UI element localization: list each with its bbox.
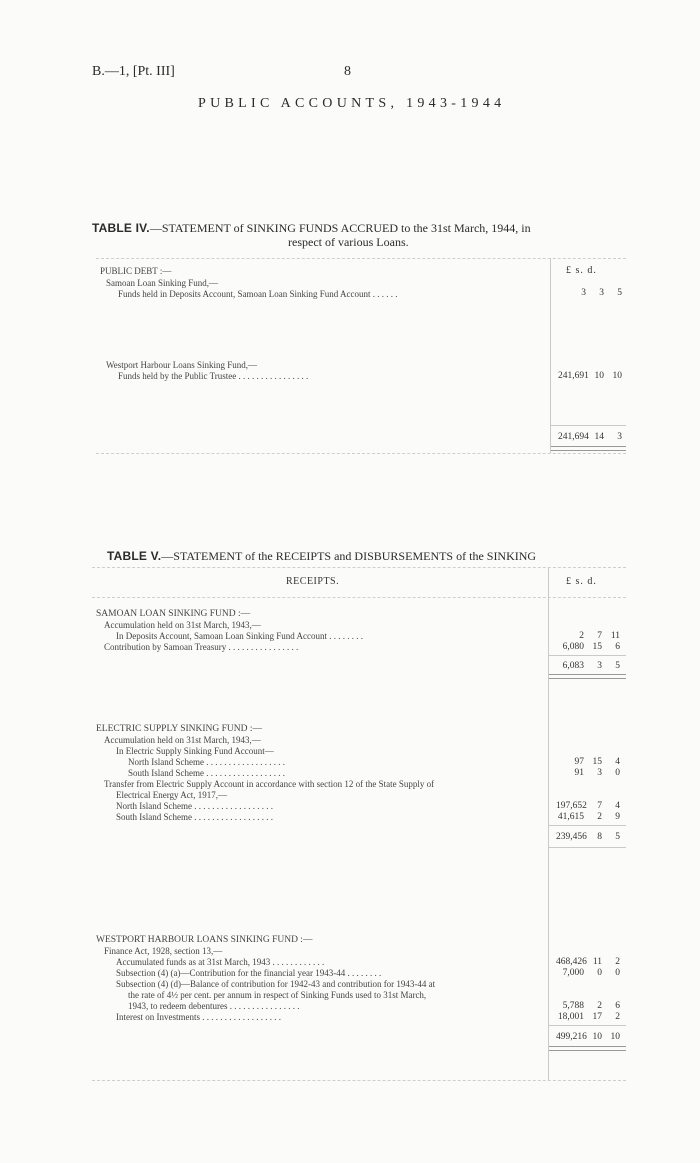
samoan-deposits-amount: 2 7 11 bbox=[579, 631, 620, 641]
westport-subsection-a-label: Subsection (4) (a)—Contribution for the financial year 1943-44 . . . . . . . . bbox=[116, 968, 382, 978]
westport-debentures-label: 1943, to redeem debentures . . . . . . . . . . . . . . . . bbox=[128, 1001, 300, 1011]
electric-transfer-north-amount: 197,652 7 4 bbox=[556, 801, 620, 811]
electric-total-rule bbox=[549, 847, 626, 848]
samoan-subtotal-rule bbox=[549, 655, 626, 656]
electric-transfer-north-label: North Island Scheme . . . . . . . . . . . . . . . . . . bbox=[116, 801, 273, 811]
page-number: 8 bbox=[344, 64, 351, 79]
samoan-accumulation-label: Accumulation held on 31st March, 1943,— bbox=[104, 620, 261, 630]
electric-north-island-amount: 97 15 4 bbox=[574, 757, 620, 767]
electric-south-island-amount: 91 3 0 bbox=[574, 768, 620, 778]
westport-subtotal-rule bbox=[549, 1025, 626, 1026]
electric-subtotal-rule bbox=[549, 825, 626, 826]
table5-title-bold: TABLE V. bbox=[107, 549, 162, 563]
electric-account-label: In Electric Supply Sinking Fund Account— bbox=[116, 746, 274, 756]
table5-bottom-rule bbox=[92, 1080, 626, 1082]
westport-interest-amount: 18,001 17 2 bbox=[557, 1012, 620, 1022]
westport-finance-act-label: Finance Act, 1928, section 13,— bbox=[104, 946, 223, 956]
samoan-contribution-label: Contribution by Samoan Treasury . . . . . . . . . . . . . . . . bbox=[104, 642, 299, 652]
table4-samoan-funds-held: Funds held in Deposits Account, Samoan Loan Sinking Fund Account . . . . . . bbox=[118, 289, 398, 299]
table4-total-rule bbox=[551, 425, 626, 426]
westport-accumulated-amount: 468,426 11 2 bbox=[556, 957, 620, 967]
samoan-deposits-label: In Deposits Account, Samoan Loan Sinking Fund Account . . . . . . . . bbox=[116, 631, 363, 641]
table4-top-rule bbox=[96, 258, 626, 260]
table4-total-double-rule bbox=[551, 446, 626, 451]
table5-title bbox=[107, 549, 536, 564]
table4-column-rule bbox=[550, 258, 551, 453]
table4-title-line2: respect of various Loans. bbox=[288, 235, 409, 249]
table5-currency-header: £ s. d. bbox=[566, 576, 597, 587]
table4-samoan-fund-label: Samoan Loan Sinking Fund,— bbox=[106, 278, 218, 288]
table5-column-rule bbox=[548, 568, 549, 1080]
electric-total-amount: 239,456 8 5 bbox=[556, 832, 620, 842]
electric-transfer-label: Transfer from Electric Supply Account in accordance with section 12 of the State Supply of bbox=[104, 779, 435, 789]
westport-accumulated-label: Accumulated funds as at 31st March, 1943 . . . . . . . . . . . . bbox=[116, 957, 325, 967]
westport-total-amount: 499,216 10 10 bbox=[556, 1032, 620, 1042]
samoan-total-double-rule bbox=[549, 674, 626, 679]
electric-south-island-label: South Island Scheme . . . . . . . . . . . . . . . . . . bbox=[128, 768, 285, 778]
westport-subsection-a-amount: 7,000 0 0 bbox=[562, 968, 620, 978]
westport-subsection-d-label: Subsection (4) (d)—Balance of contribution for 1942-43 and contribution for 1943-44 at bbox=[116, 979, 436, 989]
samoan-total-amount: 6,083 3 5 bbox=[562, 661, 620, 671]
running-title: PUBLIC ACCOUNTS, 1943-1944 bbox=[198, 96, 506, 111]
electric-fund-heading: ELECTRIC SUPPLY SINKING FUND :— bbox=[96, 724, 263, 734]
table5-top-rule bbox=[92, 567, 626, 569]
table4-title-bold: TABLE IV. bbox=[92, 221, 150, 235]
westport-total-double-rule bbox=[549, 1046, 626, 1051]
electric-accumulation-label: Accumulation held on 31st March, 1943,— bbox=[104, 735, 261, 745]
westport-subsection-d-rate-label: the rate of 4½ per cent. per annum in respect of Sinking Funds used to 31st March, bbox=[128, 990, 427, 1000]
table4-total-amount: 241,694 14 3 bbox=[558, 432, 622, 442]
table4-westport-funds-held: Funds held by the Public Trustee . . . . . . . . . . . . . . . . bbox=[118, 371, 309, 381]
table4-title-line1 bbox=[92, 221, 531, 236]
table5-title-text: —STATEMENT of the RECEIPTS and DISBURSEMENTS of the SINKING bbox=[161, 549, 537, 563]
electric-act-label: Electrical Energy Act, 1917,— bbox=[116, 790, 228, 800]
table4-title-text: —STATEMENT of SINKING FUNDS ACCRUED to the 31st March, 1944, in bbox=[149, 221, 531, 235]
table5-receipts-header: RECEIPTS. bbox=[286, 576, 340, 587]
table4-bottom-rule bbox=[96, 453, 626, 455]
table4-currency-header: £ s. d. bbox=[566, 265, 597, 276]
electric-transfer-south-label: South Island Scheme . . . . . . . . . . . . . . . . . . bbox=[116, 812, 273, 822]
electric-transfer-south-amount: 41,615 2 9 bbox=[557, 812, 620, 822]
westport-interest-label: Interest on Investments . . . . . . . . . . . . . . . . . . bbox=[116, 1012, 281, 1022]
table4-public-debt-heading: PUBLIC DEBT :— bbox=[100, 266, 172, 276]
table4-westport-amount: 241,691 10 10 bbox=[558, 371, 622, 381]
westport-debentures-amount: 5,788 2 6 bbox=[562, 1001, 620, 1011]
table4-westport-fund-label: Westport Harbour Loans Sinking Fund,— bbox=[106, 360, 258, 370]
electric-north-island-label: North Island Scheme . . . . . . . . . . . . . . . . . . bbox=[128, 757, 285, 767]
table4-samoan-amount: 3 3 5 bbox=[581, 288, 622, 298]
westport-fund-heading: WESTPORT HARBOUR LOANS SINKING FUND :— bbox=[96, 935, 313, 945]
document-reference: B.—1, [Pt. III] bbox=[92, 64, 175, 79]
table5-header-rule bbox=[92, 597, 626, 599]
samoan-contribution-amount: 6,080 15 6 bbox=[562, 642, 620, 652]
samoan-fund-heading: SAMOAN LOAN SINKING FUND :— bbox=[96, 609, 251, 619]
